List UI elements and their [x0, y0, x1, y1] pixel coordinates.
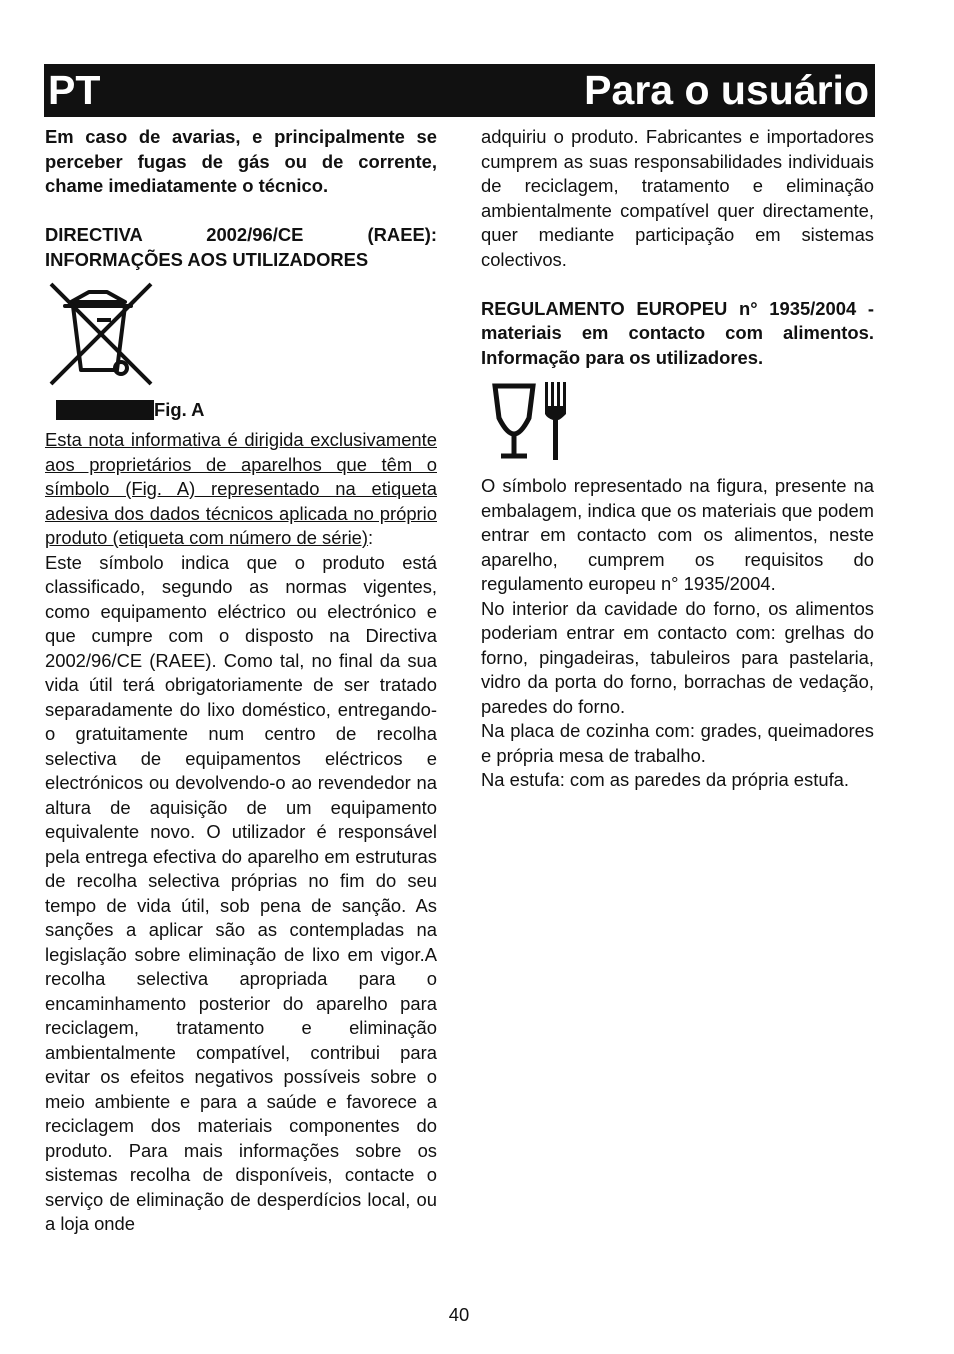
weee-heading: DIRECTIVA 2002/96/CE (RAEE): INFORMAÇÕES AOS UTILIZADORES	[45, 224, 437, 270]
page-number: 40	[448, 1304, 470, 1325]
warming-drawer-text: Na estufa: com as paredes da própria estufa.	[481, 769, 850, 790]
language-code: PT	[48, 67, 101, 113]
separate-collection-bar	[56, 400, 154, 420]
symbol-explanation: O símbolo representado na figura, presente na embalagem, indica que os materiais que podem entrar em contacto com os alimentos, neste aparelho, cumprem os requisitos do regulamento europeu n° 1935/2004.	[481, 475, 874, 594]
figure-label: Fig. A	[154, 399, 205, 420]
info-note-underlined: Esta nota informativa é dirigida exclusivamente aos proprietários de aparelhos que têm o símbolo (Fig. A) representado na etiqueta adesiva dos dados técnicos aplicada no próprio produto (etiqueta com número de série)	[45, 429, 437, 548]
weee-body-text: Este símbolo indica que o produto está classificado, segundo as normas vigentes, como equipamento eléctrico ou electrónico e que cumpre com o disposto na Directiva 2002/96/CE (RAEE). Como tal, no final da sua vida útil terá obrigatoriamente de ser tratado separadamente do lixo doméstico, entregando-o gratuitamente num centro de recolha selectiva de equipamentos eléctricos e electrónicos ou devolvendo-o ao revendedor na altura de aquisição de um equipamento equivalente novo. O utilizador é responsável pela entrega efectiva do aparelho em estruturas de recolha selectiva próprias no fim do seu tempo de vida útil, sob pena de sanção. As sanções a aplicar são as contempladas na legislação sobre eliminação de lixo em vigor.A recolha selectiva apropriada para o encaminhamento posterior do aparelho para reciclagem, tratamento e eliminação ambientalmente compatível, contribui para evitar os efeitos negativos possíveis sobre o meio ambiente e para a saúde e favorece a reciclagem dos materiais componentes do produto. Para mais informações sobre os sistemas recolha de disponíveis, contacte o serviço de eliminação de desperdícios local, ou a loja onde	[45, 551, 437, 1234]
right-column	[481, 125, 874, 793]
info-note: Esta nota informativa é dirigida exclusivamente aos proprietários de aparelhos que têm o símbolo (Fig. A) representado na etiqueta adesiva dos dados técnicos aplicada no próprio produto (etiqueta com número de série):	[45, 429, 437, 548]
hob-contact-text: Na placa de cozinha com: grades, queimadores e própria mesa de trabalho.	[481, 720, 874, 766]
continuation-text: adquiriu o produto. Fabricantes e importadores cumprem as suas responsabilidades individuais de reciclagem, tratamento e eliminação ambientalmente compatível quer directamente, quer mediante participação em sistemas colectivos.	[481, 126, 874, 270]
page-title: Para o usuário	[584, 67, 869, 113]
regulation-heading: REGULAMENTO EUROPEU n° 1935/2004 - materiais em contacto com alimentos. Informação para os utilizadores.	[481, 297, 874, 368]
left-column	[45, 125, 437, 1237]
crossed-out-wheelie-bin-icon	[45, 278, 157, 390]
warning-text: Em caso de avarias, e principalmente se perceber fugas de gás ou de corrente, chame imediatamente o técnico.	[45, 126, 437, 196]
glass-and-fork-icon	[487, 376, 577, 468]
page-header	[44, 64, 875, 117]
figure-caption	[45, 398, 437, 428]
oven-contact-text: No interior da cavidade do forno, os alimentos poderiam entrar em contacto com: grelhas do forno, pingadeiras, tabuleiros para pastelaria, vidro da porta do forno, borrachas de vedação, paredes do forno.	[481, 597, 874, 717]
